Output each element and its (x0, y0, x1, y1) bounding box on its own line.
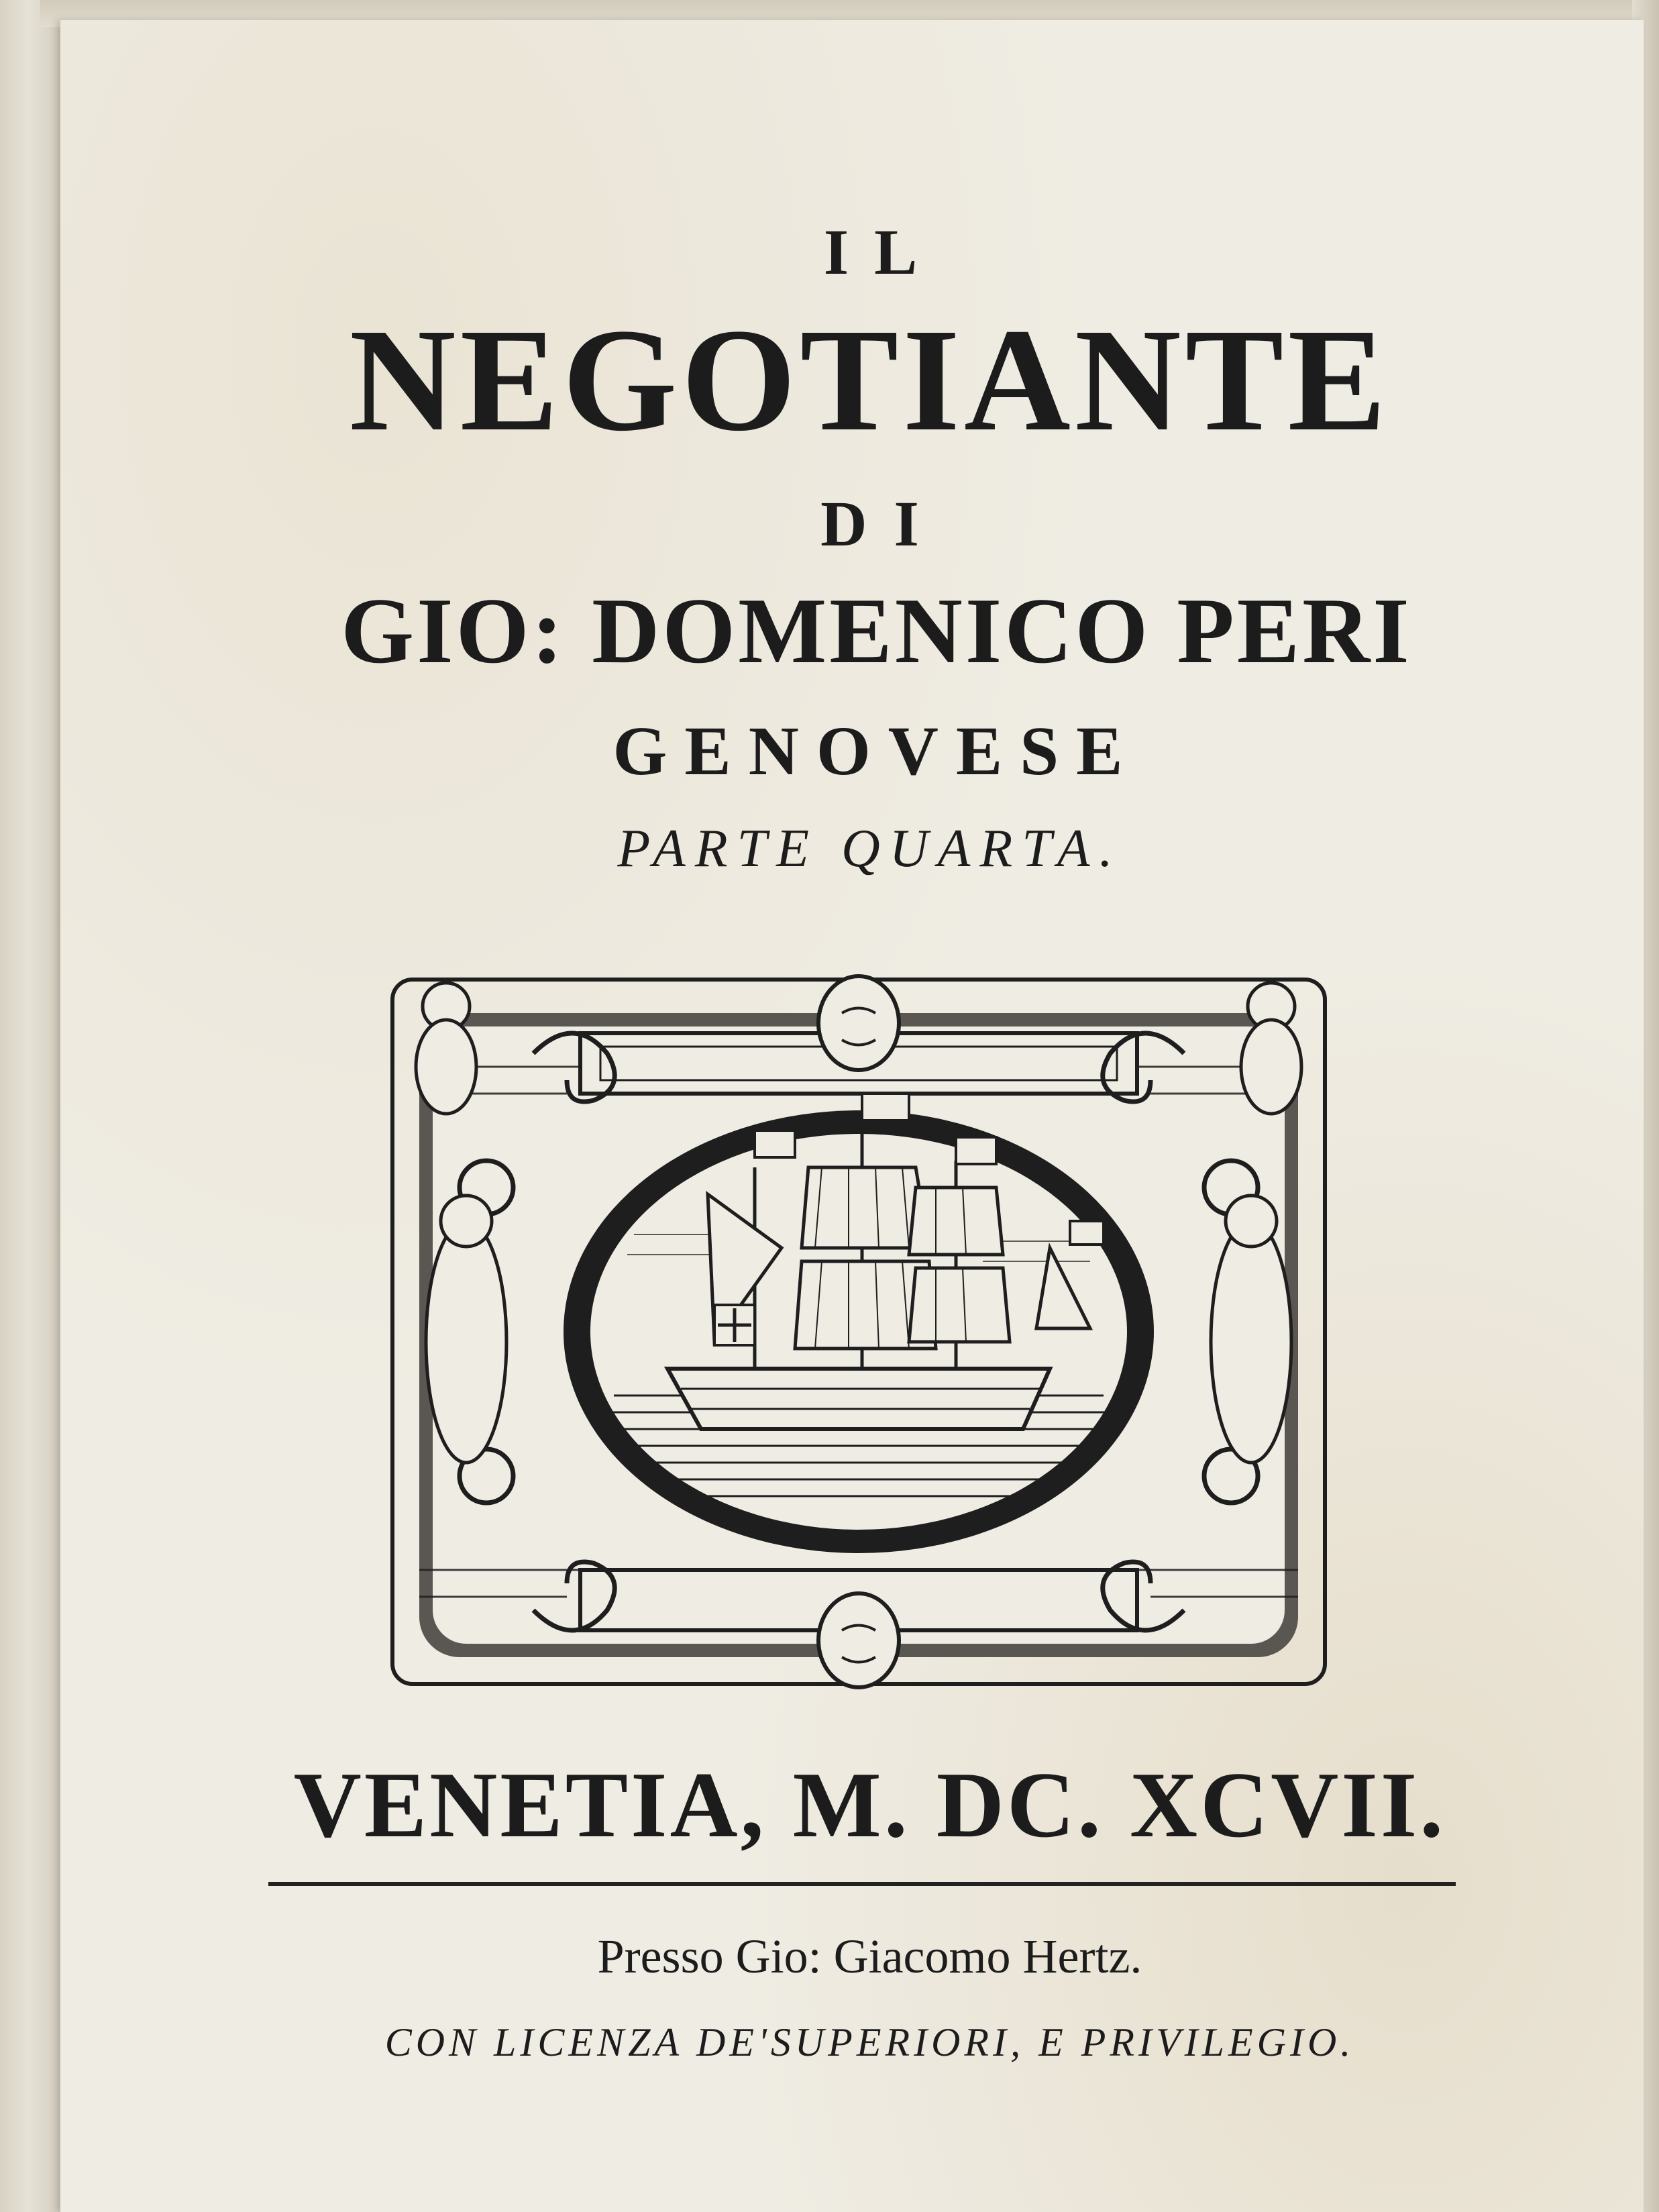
author-preposition: DI (820, 488, 946, 560)
author-name: GIO: DOMENICO PERI (341, 579, 1412, 683)
volume-part: PARTE QUARTA. (617, 819, 1122, 878)
license-line: CON LICENZA DE'SUPERIORI, E PRIVILEGIO. (384, 2020, 1355, 2064)
printer-line: Presso Gio: Giacomo Hertz. (597, 1930, 1142, 1983)
imprint-place-date: VENETIA, M. DC. XCVII. (293, 1753, 1446, 1857)
horizontal-rule (268, 1882, 1456, 1886)
author-origin: GENOVESE (612, 713, 1140, 790)
book-title: NEGOTIANTE (349, 298, 1391, 462)
title-prefix: IL (823, 216, 943, 288)
ship-woodcut-illustration (379, 966, 1338, 1697)
